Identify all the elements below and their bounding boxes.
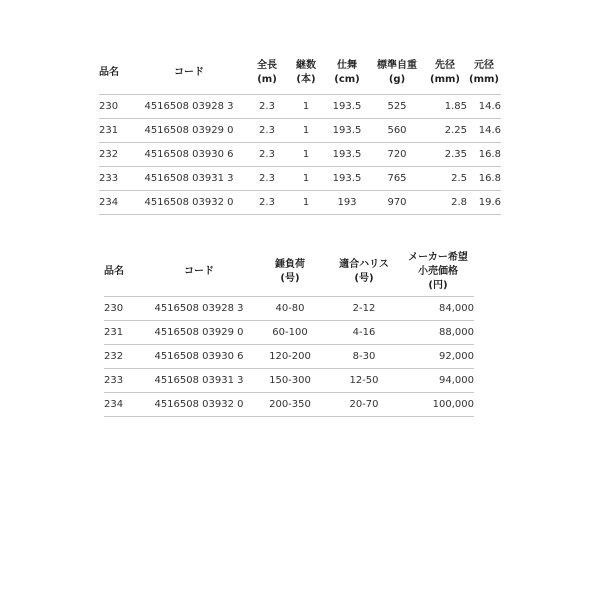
table-cell: 2.25 (444, 124, 467, 136)
table-cell: 150-300 (269, 374, 311, 386)
table-cell: 4516508 03928 3 (144, 100, 234, 112)
table-cell: 233 (99, 172, 119, 184)
column-header (104, 248, 144, 296)
price-table (104, 248, 474, 417)
column-header (289, 52, 323, 94)
column-header-label: (mm) (430, 73, 460, 85)
column-header-label: 仕舞 (337, 59, 357, 71)
table-cell: 1 (302, 172, 310, 184)
table-row (99, 94, 501, 118)
table-cell: 1 (302, 148, 310, 160)
table-cell: 200-350 (269, 398, 311, 410)
table-cell: 2.8 (451, 196, 467, 208)
table-cell: 4516508 03929 0 (144, 124, 234, 136)
table-cell: 231 (99, 124, 119, 136)
table-cell: 4516508 03930 6 (144, 148, 234, 160)
table-cell: 234 (99, 196, 119, 208)
column-header-label: (m) (257, 73, 277, 85)
table-cell: 20-70 (349, 398, 379, 410)
column-header-label: 適合ハリス (339, 258, 389, 270)
column-header-label: 元径 (474, 59, 494, 71)
column-header (323, 52, 371, 94)
column-header-label: 継数 (296, 59, 316, 71)
column-header (254, 248, 326, 296)
table-cell: 232 (99, 148, 119, 160)
table-row (104, 344, 474, 368)
table-cell: 92,000 (439, 350, 474, 362)
table-cell: 193.5 (332, 148, 362, 160)
column-header-label: メーカー希望 (408, 251, 468, 263)
table-cell: 88,000 (439, 326, 474, 338)
table-cell: 2.3 (259, 148, 275, 160)
column-header (99, 52, 133, 94)
column-header-label: 全長 (257, 59, 277, 71)
table-cell: 2.5 (451, 172, 467, 184)
column-header-label: (円) (428, 279, 448, 291)
price-table-body (104, 296, 474, 416)
column-header-label: (mm) (469, 73, 499, 85)
table-cell: 4516508 03932 0 (154, 398, 244, 410)
table-row (99, 142, 501, 166)
column-header-label: (号) (280, 272, 300, 284)
table-row (104, 392, 474, 416)
table-cell: 40-80 (275, 302, 305, 314)
table-cell: 4516508 03931 3 (144, 172, 234, 184)
table-cell: 4516508 03931 3 (154, 374, 244, 386)
table-cell: 2.3 (259, 124, 275, 136)
table-cell: 14.6 (478, 124, 501, 136)
table-cell: 193.5 (332, 100, 362, 112)
column-header-label: 錘負荷 (275, 258, 305, 270)
table-cell: 100,000 (432, 398, 474, 410)
column-header-label: コード (174, 66, 204, 78)
price-header-row (104, 248, 474, 296)
table-cell: 2.3 (259, 172, 275, 184)
table-cell: 19.6 (478, 196, 501, 208)
column-header-label: 品名 (104, 265, 124, 277)
table-cell: 1 (302, 100, 310, 112)
spec-header-row (99, 52, 501, 94)
table-cell: 12-50 (349, 374, 379, 386)
table-cell: 4516508 03932 0 (144, 196, 234, 208)
table-row (104, 296, 474, 320)
table-cell: 94,000 (439, 374, 474, 386)
table-cell: 2.3 (259, 100, 275, 112)
table-cell: 1 (302, 196, 310, 208)
column-header (371, 52, 423, 94)
table-cell: 16.8 (478, 172, 501, 184)
table-cell: 193.5 (332, 124, 362, 136)
table-cell: 1.85 (444, 100, 467, 112)
table-cell: 720 (387, 148, 407, 160)
table-cell: 2.3 (259, 196, 275, 208)
column-header-label: (本) (296, 73, 316, 85)
table-cell: 193 (337, 196, 357, 208)
column-header (144, 248, 254, 296)
table-cell: 4516508 03929 0 (154, 326, 244, 338)
table-cell: 120-200 (269, 350, 311, 362)
table-cell: 193.5 (332, 172, 362, 184)
table-cell: 230 (99, 100, 119, 112)
table-cell: 230 (104, 302, 124, 314)
table-row (104, 320, 474, 344)
column-header-label: 小売価格 (418, 265, 458, 277)
table-cell: 765 (387, 172, 407, 184)
table-cell: 2-12 (352, 302, 376, 314)
column-header (402, 248, 474, 296)
table-cell: 525 (387, 100, 407, 112)
table-cell: 233 (104, 374, 124, 386)
table-cell: 234 (104, 398, 124, 410)
table-row (99, 166, 501, 190)
table-cell: 4516508 03930 6 (154, 350, 244, 362)
table-cell: 2.35 (444, 148, 467, 160)
table-cell: 60-100 (272, 326, 308, 338)
column-header (245, 52, 289, 94)
column-header-label: (号) (354, 272, 374, 284)
spec-table-body (99, 94, 501, 214)
column-header (326, 248, 402, 296)
column-header (133, 52, 245, 94)
column-header (467, 52, 501, 94)
table-cell: 560 (387, 124, 407, 136)
table-cell: 16.8 (478, 148, 501, 160)
table-cell: 970 (387, 196, 407, 208)
table-cell: 84,000 (439, 302, 474, 314)
column-header-label: 先径 (435, 59, 455, 71)
table-cell: 4-16 (352, 326, 376, 338)
table-row (99, 190, 501, 214)
table-cell: 14.6 (478, 100, 501, 112)
table-cell: 4516508 03928 3 (154, 302, 244, 314)
column-header-label: (g) (388, 73, 406, 85)
spec-table (99, 52, 501, 215)
column-header (423, 52, 467, 94)
table-row (104, 368, 474, 392)
column-header-label: 標準自重 (377, 59, 417, 71)
table-cell: 8-30 (352, 350, 376, 362)
column-header-label: (cm) (334, 73, 360, 85)
table-cell: 231 (104, 326, 124, 338)
column-header-label: コード (184, 265, 214, 277)
column-header-label: 品名 (99, 66, 119, 78)
table-cell: 1 (302, 124, 310, 136)
table-row (99, 118, 501, 142)
table-cell: 232 (104, 350, 124, 362)
